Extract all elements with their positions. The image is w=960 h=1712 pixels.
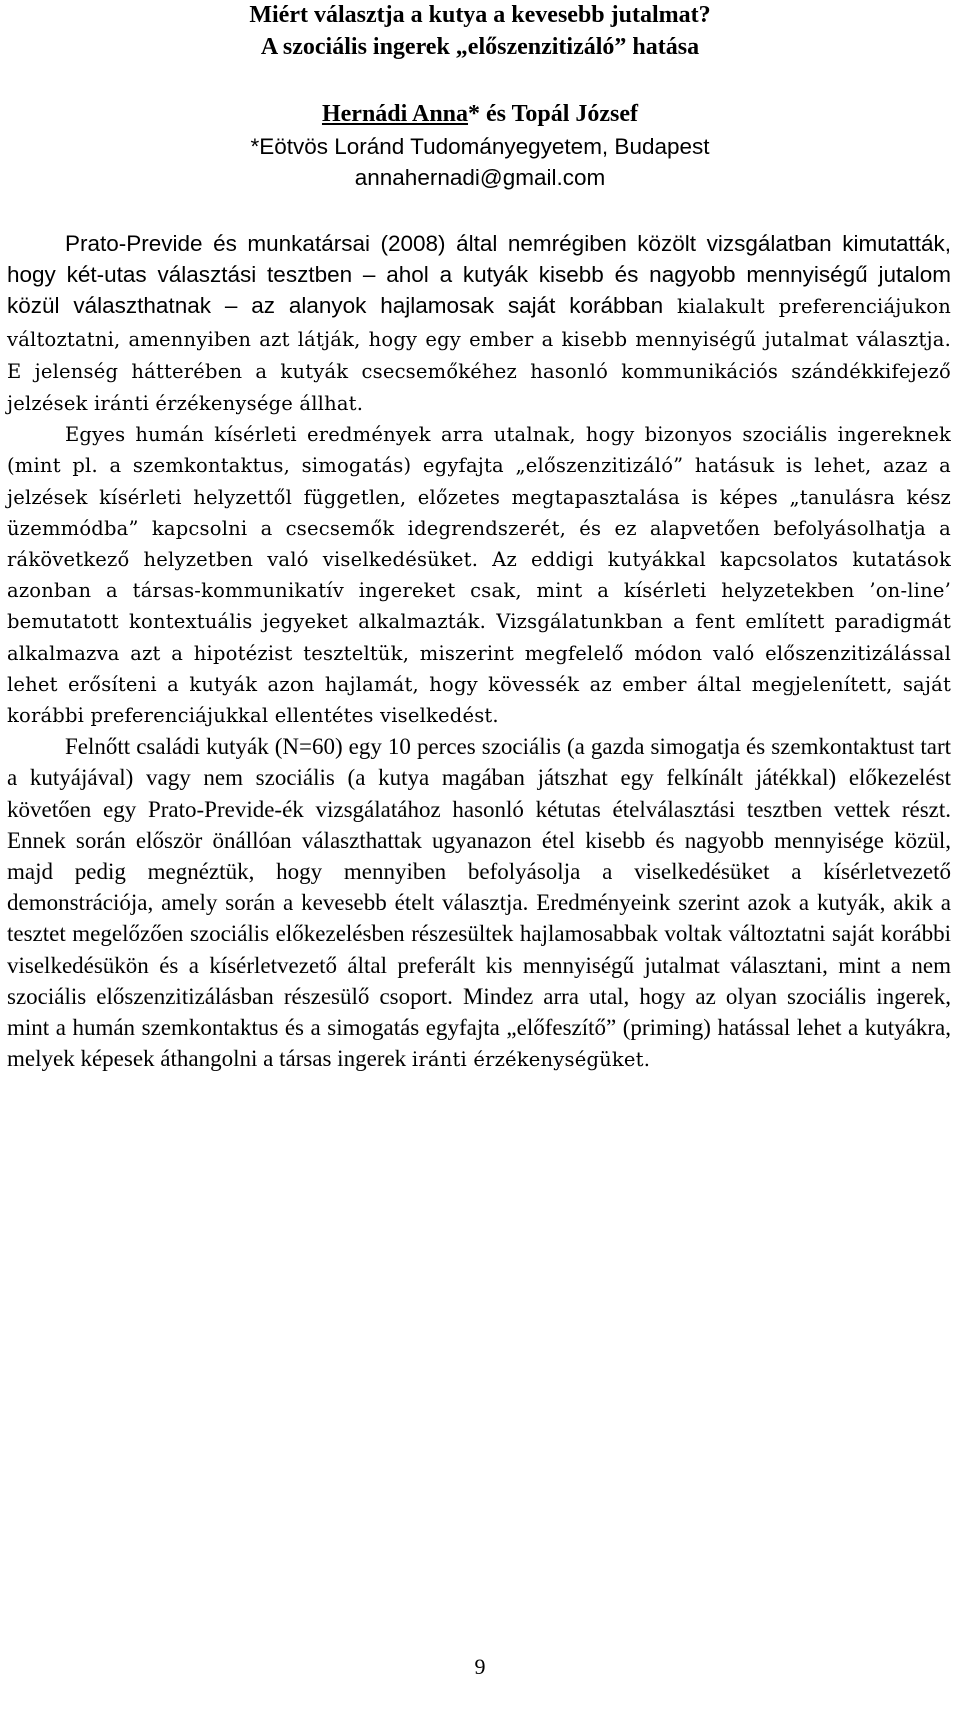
title-line-2: A szociális ingerek „előszenzitizáló” hatása (260, 34, 700, 60)
paragraph-2: Egyes humán kísérleti eredmények arra utalnak, hogy bizonyos szociális ingereknek (mint pl. a szemkontaktus, simogatás) egyfajta „előszenzitizáló” hatásuk is lehet, azaz a jelzések kísérleti helyzettől független, előzetes megtapasztalása is képes „tanulásra kész üzemmódba” kapcsolni a csecsemők idegrendszerét, és ez alapvetően befolyásolhatja a rákövetkező helyzetben való viselkedésüket. Az eddigi kutyákkal kapcsolatos kutatások azonban a társas-kommunikatív ingereket csak, mint a kísérleti helyzetekben ’on-line’ bemutatott kontextuális jegyeket alkalmazták. Vizsgálatunkban a fent említett paradigmát alkalmazva azt a hipotézist teszteltük, miszerint megfelelő módon való előszenzitizálással lehet erősíteni a kutyák azon hajlamát, hogy kövessék az ember által megjelenített, saját korábbi preferenciájukkal ellentétes viselkedést. (7, 423, 951, 728)
abstract-body (7, 228, 951, 1075)
paragraph-3-main: Felnőtt családi kutyák (N=60) egy 10 perces szociális (a gazda simogatja és szemkontaktust tart a kutyájával) vagy nem szociális (a kutya magában játszhat egy felkínált játékkal) előkezelést követően egy Prato-Previde-ék vizsgálatához hasonló kétutas ételválasztási tesztben vettek részt. Ennek során először önállóan választhattak ugyanazon étel kisebb és nagyobb mennyisége közül, majd pedig megnéztük, hogy mennyiben befolyásolja a viselkedésüket a kísérletvezető demonstrációja, amely során a kevesebb ételt választja. Eredményeink szerint azok a kutyák, akik a tesztet megelőzően szociális előkezelésben részesültek hajlamosabbak voltak változtatni saját korábbi viselkedésükön és a kísérletvezető által preferált kis mennyiségű jutalmat választani, mint a nem szociális előszenzitizálásban részesülő csoport. Mindez arra utal, hogy az olyan szociális ingerek, mint a humán szemkontaktus és a simogatás egyfajta „előfeszítő” (priming) hatással lehet a kutyákra, melyek képesek áthangolni a társas ingerek (7, 734, 951, 1072)
other-authors: * és Topál József (468, 101, 639, 127)
email-address: annahernadi@gmail.com (354, 165, 606, 190)
paragraph-1-sans-part: Prato-Previde és munkatársai (2008) által nemrégiben közölt vizsgálatban kimutatták, hogy két-utas választási tesztben – ahol a kutyák kisebb és nagyobb mennyiségű jutalom közül választhatnak – az alanyok hajlamosak saját korábban (7, 231, 951, 319)
first-author: Hernádi Anna (321, 101, 469, 127)
author-line (0, 99, 960, 129)
title-line-1: Miért választja a kutya a kevesebb jutalmat? (249, 2, 711, 28)
affiliation: *Eötvös Loránd Tudományegyetem, Budapest (250, 134, 710, 159)
paragraph-1-serif-part: kialakult preferenciájukon változtatni, amennyiben azt látják, hogy egy ember a kisebb mennyiségű jutalmat választja. E jelenség hátterében a kutyák csecsemőkéhez hasonló kommunikációs szándékkifejező jelzések iránti érzékenysége állhat. (7, 295, 951, 416)
page-number: 9 (474, 1654, 486, 1679)
paragraph-3-tail: iránti érzékenységüket. (411, 1048, 651, 1072)
paragraph-3 (7, 731, 951, 1075)
paragraph-1 (7, 228, 951, 419)
